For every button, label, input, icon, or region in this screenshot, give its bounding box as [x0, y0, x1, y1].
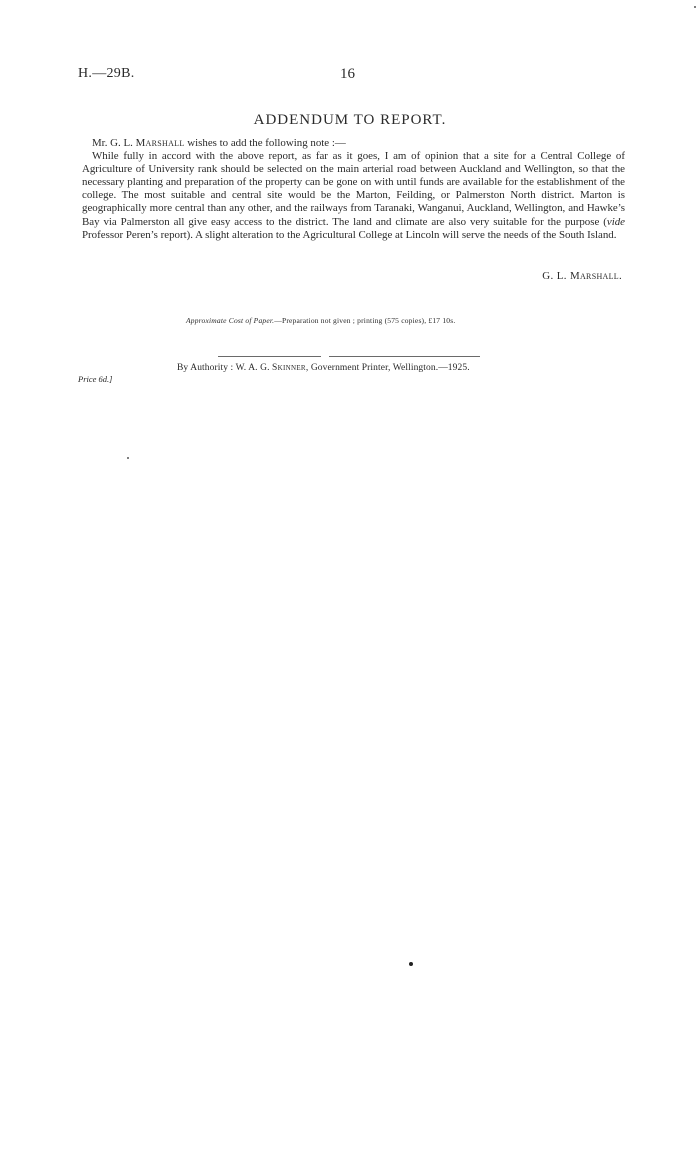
signature-name: Marshall.: [570, 270, 622, 282]
signature: [542, 270, 622, 282]
printer-authority: [177, 363, 470, 373]
divider-rule-right: [329, 356, 480, 357]
print-speck: [409, 962, 413, 966]
intro-suffix: wishes to add the following note :—: [184, 137, 346, 149]
intro-name: Marshall: [135, 137, 185, 149]
authority-printer: Skinner: [272, 363, 306, 373]
cost-note: [186, 316, 455, 325]
divider: [218, 356, 480, 358]
intro-line: [82, 137, 625, 150]
cost-text: —Preparation not given ; printing (575 copies), £17 10s.: [274, 316, 456, 325]
page-title: ADDENDUM TO REPORT.: [253, 112, 447, 128]
paragraph-part-1: While fully in accord with the above report, as far as it goes, I am of opinion that a site for a Central College of Agriculture of University rank should be selected on the main arterial road between Auckland and Wellington, so that the necessary planting and preparation of the property can be gone on with until funds are available for the establishment of the college. The most suitable and central site would be the Marton, Feilding, or Palmerston North district. Marton is geographically more central than any other, and the railways from Taranaki, Wanganui, Auckland, Wellington, and Hawke’s Bay via Palmerston all give easy access to the district. The land and climate are also very suitable for the purpose (: [82, 150, 625, 228]
divider-rule-left: [218, 356, 321, 357]
print-speck: [694, 6, 696, 8]
document-reference: H.—29B.: [78, 66, 135, 81]
addendum-paragraph: [82, 150, 625, 242]
intro-prefix: Mr. G. L.: [92, 137, 136, 149]
cost-label: Approximate Cost of Paper.: [186, 316, 275, 325]
paragraph-vide: vide: [606, 215, 625, 228]
authority-suffix: , Government Printer, Wellington.—1925.: [305, 363, 470, 373]
paragraph-part-2: Professor Peren’s report). A slight alteration to the Agricultural College at Lincoln will serve the needs of the South Island.: [82, 228, 617, 241]
addendum-body: [82, 137, 625, 242]
print-speck: [127, 457, 129, 459]
authority-prefix: By Authority : W. A. G.: [177, 363, 273, 373]
signature-initials: G. L.: [542, 270, 570, 282]
price-note: Price 6d.]: [78, 374, 113, 384]
page-number: 16: [340, 66, 355, 82]
